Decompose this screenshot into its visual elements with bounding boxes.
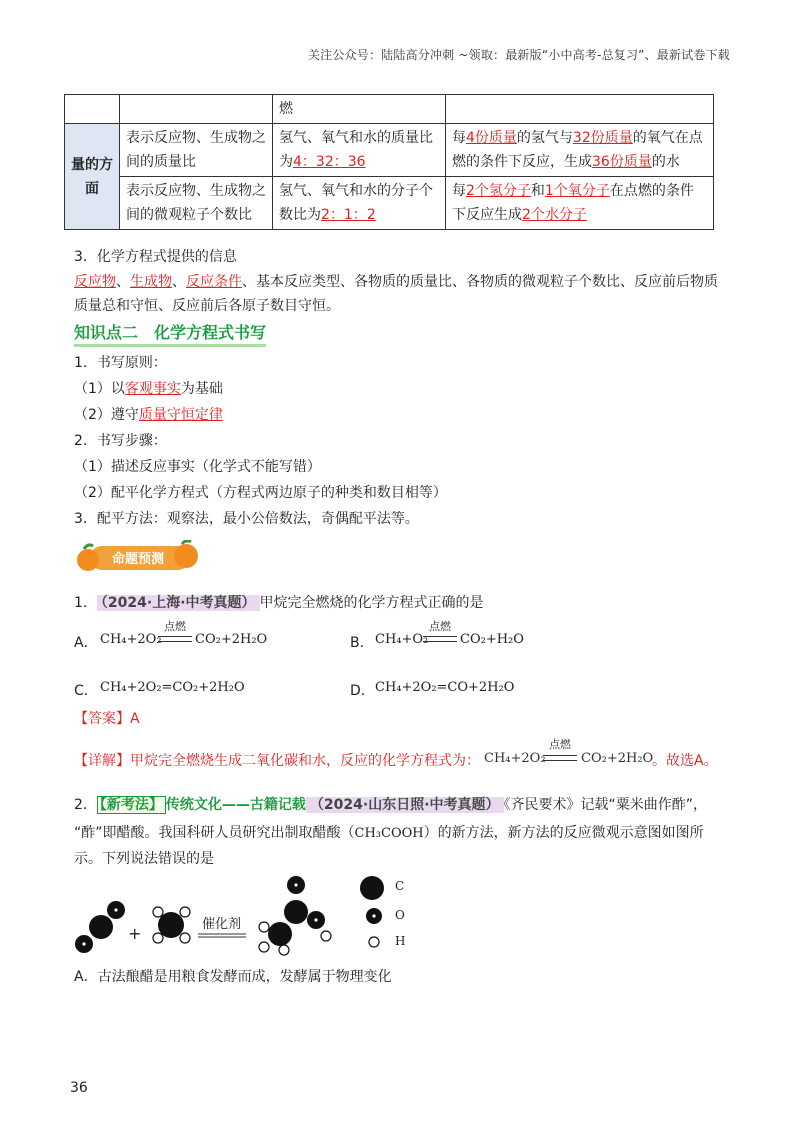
- option-a-left: CH₄+2O₂: [100, 632, 162, 647]
- option-d-label: D．: [350, 683, 375, 699]
- reading-text: 的氧气在点燃的条件下反应，生成: [452, 130, 703, 170]
- option-d-eq: CH₄+2O₂=CO+2H₂O: [375, 680, 515, 695]
- writing-line: （1）描述反应事实（化学式不能写错）: [74, 459, 321, 475]
- reading-text: 的氢气与: [516, 130, 573, 146]
- writing-line: 2．书写步骤：: [74, 433, 167, 449]
- ch4-molecule: [153, 907, 190, 943]
- table-cell: 氢气、氧气和水的质量比为4：32：36: [273, 124, 446, 177]
- table-cell: 氢气、氧气和水的分子个数比为2：1：2: [273, 177, 446, 230]
- reading-text: 每: [452, 130, 466, 146]
- highlighted-quantity: 2个氢分子: [466, 183, 531, 199]
- highlighted-quantity: 1个氧分子: [544, 183, 610, 199]
- highlighted-quantity: 4份质量: [466, 130, 517, 146]
- option-b-condition: 点燃: [429, 620, 451, 633]
- equals-sign: [158, 636, 192, 642]
- option-b-label: B．: [350, 635, 374, 651]
- writing-line: 3．配平方法：观察法，最小公倍数法，奇偶配平法等。: [74, 511, 419, 527]
- option-b-right: CO₂+H₂O: [460, 632, 524, 647]
- writing-line: 1．书写原则：: [74, 355, 167, 371]
- info-title: 3．化学方程式提供的信息: [74, 249, 237, 265]
- option-c-eq: CH₄+2O₂=CO₂+2H₂O: [100, 680, 245, 695]
- highlighted-quantity: 36份质量: [592, 154, 652, 170]
- reaction-diagram: [70, 872, 430, 962]
- knowledge-point-title: 知识点二 化学方程式书写: [74, 320, 266, 347]
- legend-c: C: [395, 879, 405, 893]
- q2-stem: 2． 【新考法】 传统文化——古籍记载 （2024·山东日照·中考真题） 《齐民要术》记载“粟米曲作酢”，: [74, 797, 708, 813]
- table-cell: [446, 177, 714, 230]
- option-b-left: CH₄+O₂: [375, 632, 429, 647]
- highlighted-quantity: 2个水分子: [522, 207, 587, 223]
- q2-line3: 示。下列说法错误的是: [74, 851, 214, 867]
- legend: [360, 876, 384, 947]
- aspect-label: 量的方面: [65, 124, 120, 230]
- reading-text: 每: [452, 183, 466, 199]
- ch3cooh-molecule: [259, 876, 331, 955]
- co2-molecule: [75, 901, 125, 953]
- writing-line: （2）遵守质量守恒定律: [74, 407, 223, 423]
- legend-h: H: [395, 934, 406, 948]
- catalyst-label: 催化剂: [202, 917, 242, 932]
- writing-line: （1）以客观事实为基础: [74, 381, 223, 397]
- equals-sign: [543, 755, 577, 761]
- q2-option-a: A．古法酿醋是用粮食发酵而成，发酵属于物理变化: [74, 969, 392, 985]
- option-a-label: A．: [74, 635, 98, 651]
- table-row: [65, 124, 714, 177]
- detail-condition: 点燃: [549, 738, 571, 751]
- detail-end: 。故选A。: [652, 753, 718, 769]
- q2-line2: “酢”即醋酸。我国科研人员研究出制取醋酸（CH₃COOH）的新方法，新方法的反应微观示意图如图所: [74, 825, 704, 841]
- writing-line: （2）配平化学方程式（方程式两边原子的种类和数目相等）: [74, 485, 447, 501]
- table-row: [65, 177, 714, 230]
- badge-text: 命题预测: [111, 552, 165, 567]
- table-cell: 表示反应物、生成物之间的微观粒子个数比: [120, 177, 273, 230]
- table-cell: 表示反应物、生成物之间的质量比: [120, 124, 273, 177]
- table-cell: 燃: [273, 95, 446, 124]
- meaning-table: [64, 94, 714, 230]
- answer: 【答案】A: [74, 711, 140, 727]
- option-c-label: C．: [74, 683, 98, 699]
- equals-sign: [423, 636, 457, 642]
- plus-sign: +: [128, 924, 142, 943]
- reading-text: 的水: [651, 154, 680, 170]
- q1-stem: 1． （2024·上海·中考真题） 甲烷完全燃烧的化学方程式正确的是: [74, 595, 484, 611]
- page-number: 36: [70, 1080, 88, 1096]
- detail-eq-right: CO₂+2H₂O: [581, 751, 654, 766]
- prediction-badge: [76, 540, 198, 576]
- legend-o: O: [395, 908, 405, 922]
- info-text: 反应物、生成物、反应条件、基本反应类型、各物质的质量比、各物质的微观粒子个数比、反应前后物质质量总和守恒、反应前后各原子数目守恒。: [74, 274, 718, 314]
- highlighted-quantity: 32份质量: [572, 130, 633, 146]
- reading-text: 在点燃的条件下反应生成: [452, 183, 694, 223]
- table-cell: [446, 124, 714, 177]
- page-header: 关注公众号：陆陆高分冲刺 ~领取：最新版“小中高考-总复习”、最新试卷下载: [307, 48, 730, 62]
- detail: 【详解】甲烷完全燃烧生成二氧化碳和水，反应的化学方程式为：: [74, 753, 480, 769]
- table-row: [65, 95, 714, 124]
- option-a-condition: 点燃: [164, 620, 186, 633]
- reading-text: 和: [530, 183, 545, 199]
- option-a-right: CO₂+2H₂O: [195, 632, 268, 647]
- detail-eq-left: CH₄+2O₂: [484, 751, 546, 766]
